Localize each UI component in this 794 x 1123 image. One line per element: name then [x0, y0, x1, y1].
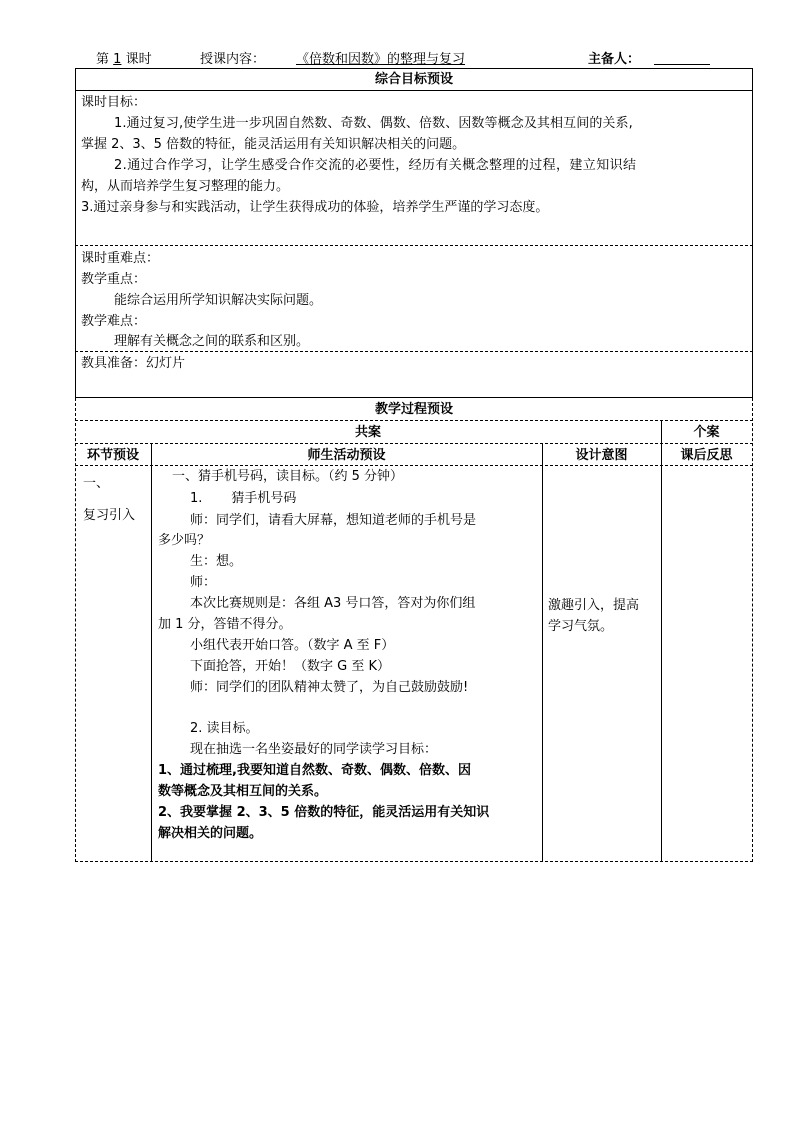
goal-line-2: 数等概念及其相互间的关系。: [158, 784, 328, 799]
goals-title: 综合目标预设: [374, 72, 453, 87]
activity-line-10: 下面抢答，开始！（数字 G 至 K）: [190, 659, 390, 674]
lesson-suffix: 课时: [125, 52, 152, 67]
stage-column-divider: [151, 443, 152, 862]
goal-line-4: 解决相关的问题。: [158, 826, 263, 841]
table-left-border-lower: [75, 398, 76, 862]
hard-point-label: 教学难点：: [81, 314, 147, 329]
process-title: 教学过程预设: [374, 402, 453, 417]
individual-plan-label: 个案: [693, 425, 720, 440]
lesson-prefix: 第: [96, 52, 110, 67]
lesson-number: 1: [113, 52, 122, 67]
goal-line-3: 2、我要掌握 2、3、5 倍数的特征，能灵活运用有关知识: [158, 805, 490, 820]
activity-line-11: 师：同学们的团队精神太赞了，为自己鼓励鼓励!: [190, 680, 469, 695]
table-bottom-border: [75, 861, 753, 862]
table-left-border: [75, 68, 76, 398]
activity-line-4: 多少吗？: [158, 533, 211, 548]
column-header-stage: 环节预设: [86, 448, 139, 463]
hard-point-text: 理解有关概念之间的联系和区别。: [114, 334, 310, 349]
activity-line-5: 生：想。: [190, 554, 243, 569]
lesson-number-label: [96, 48, 152, 67]
process-title-rule: [75, 420, 753, 421]
content-label: 授课内容：: [200, 52, 266, 67]
objective-line-1: 1.通过复习,使学生进一步巩固自然数、奇数、偶数、倍数、因数等概念及其相互间的关系,: [114, 116, 633, 131]
stage-number: 一、: [83, 476, 110, 491]
activity-line-9: 小组代表开始口答。（数字 A 至 F）: [190, 638, 395, 653]
activity-line-3: 师：同学们，请看大屏幕，想知道老师的手机号是: [190, 513, 477, 528]
shared-rule: [75, 443, 753, 444]
activity-line-12: 2. 读目标。: [190, 721, 259, 736]
activity-line-8: 加 1 分，答错不得分。: [158, 617, 292, 632]
intent-column-divider: [542, 443, 543, 862]
activity-line-7: 本次比赛规则是：各组 A3 号口答，答对为你们组: [190, 596, 476, 611]
objective-label: 课时目标：: [81, 95, 147, 110]
column-header-intent: 设计意图: [575, 448, 628, 463]
objective-line-5: 3.通过亲身参与和实践活动，让学生获得成功的体验，培养学生严谨的学习态度。: [81, 200, 549, 215]
tools-rule: [75, 397, 753, 398]
objective-line-4: 构，从而培养学生复习整理的能力。: [81, 179, 290, 194]
difficulty-label: 课时重难点：: [81, 251, 160, 266]
key-point-label: 教学重点：: [81, 272, 147, 287]
objectives-rule: [75, 245, 753, 246]
objective-line-3: 2.通过合作学习，让学生感受合作交流的必要性，经历有关概念整理的过程，建立知识结: [114, 158, 637, 173]
goal-line-1: 1、通过梳理,我要知道自然数、奇数、偶数、倍数、因: [158, 763, 471, 778]
content-value: 《倍数和因数》的整理与复习: [296, 52, 466, 67]
preparer-underline: [654, 64, 710, 65]
activity-line-1: 一、猜手机号码，读目标。（约 5 分钟）: [172, 469, 404, 484]
goals-title-rule: [75, 90, 753, 91]
activity-line-2: 1. 猜手机号码: [190, 491, 297, 506]
teaching-tools: 教具准备：幻灯片: [81, 356, 186, 371]
table-right-border-lower: [752, 398, 753, 862]
stage-name: 复习引入: [83, 508, 136, 523]
intent-line-2: 学习气氛。: [548, 619, 614, 634]
table-right-border: [752, 68, 753, 398]
preparer-label: 主备人：: [588, 52, 641, 67]
shared-individual-divider: [661, 420, 662, 862]
intent-line-1: 激趣引入，提高: [548, 598, 640, 613]
column-header-activity: 师生活动预设: [307, 448, 386, 463]
column-header-reflection: 课后反思: [680, 448, 733, 463]
key-point-text: 能综合运用所学知识解决实际问题。: [114, 293, 323, 308]
objective-line-2: 掌握 2、3、5 倍数的特征，能灵活运用有关知识解决相关的问题。: [81, 137, 466, 152]
activity-line-13: 现在抽选一名坐姿最好的同学读学习目标：: [190, 742, 438, 757]
activity-line-6: 师：: [190, 575, 217, 590]
shared-plan-label: 共案: [354, 425, 381, 440]
